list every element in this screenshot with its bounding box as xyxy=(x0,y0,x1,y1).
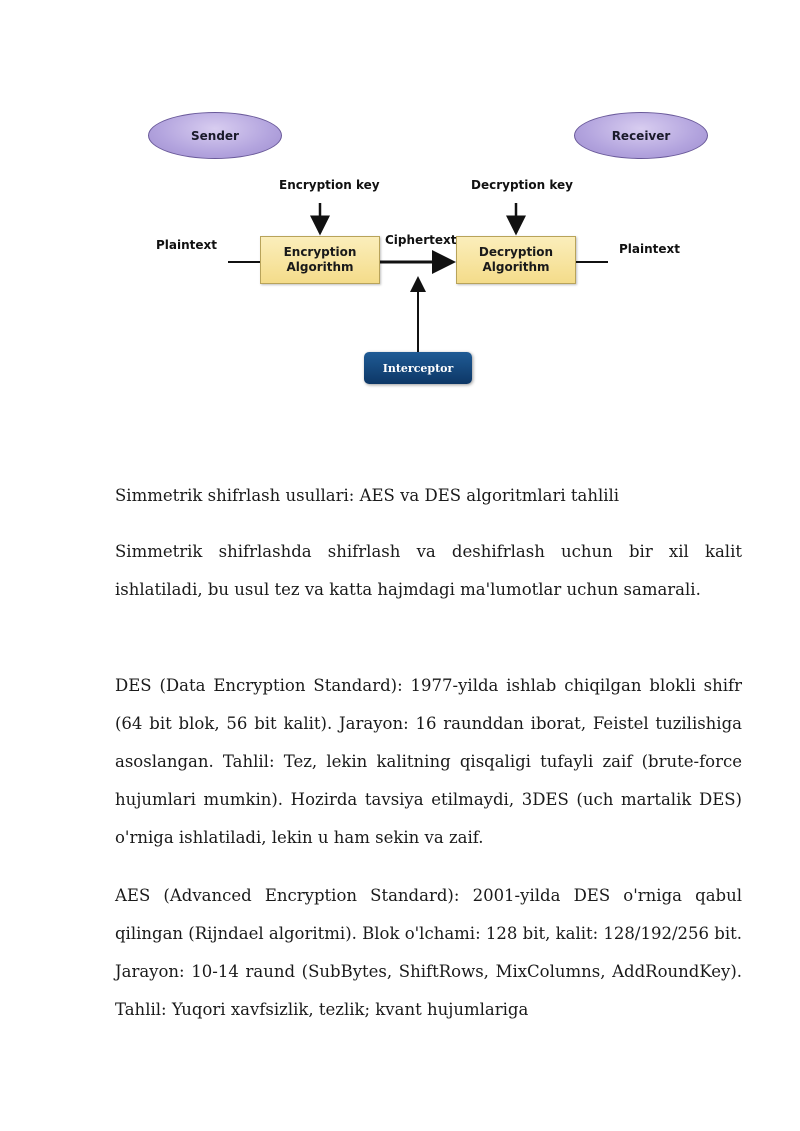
plaintext-output-label: Plaintext xyxy=(619,242,681,256)
paragraph-des: DES (Data Encryption Standard): 1977-yilda ishlab chiqilgan blokli shifr (64 bit blok, 56 bit kalit). Jarayon: 16 raunddan iborat, Feistel tuzilishiga asoslangan. Tahlil: Tez, lekin kalitning qisqaligi tufayli zaif (brute-force hujumlari mumkin). Hozirda tavsiya etilmaydi, 3DES (uch martalik DES) o'rniga ishlatiladi, lekin u ham sekin va zaif. xyxy=(115,676,742,847)
paragraph-3-block xyxy=(115,877,742,1029)
decryption-key-label: Decryption key xyxy=(471,178,573,192)
paragraph-symmetric: Simmetrik shifrlashda shifrlash va deshifrlash uchun bir xil kalit ishlatiladi, bu usul tez va katta hajmdagi ma'lumotlar uchun samarali. xyxy=(115,542,742,599)
paragraph-1-block xyxy=(115,533,742,609)
encryption-algorithm-box: Encryption Algorithm xyxy=(260,236,380,284)
encryption-key-label: Encryption key xyxy=(279,178,380,192)
ciphertext-label: Ciphertext xyxy=(385,233,457,247)
plaintext-input-label: Plaintext xyxy=(156,238,218,252)
receiver-node: Receiver xyxy=(574,112,708,159)
section-heading: Simmetrik shifrlash usullari: AES va DES algoritmlari tahlili xyxy=(115,486,620,505)
paragraph-2-block xyxy=(115,667,742,857)
sender-node: Sender xyxy=(148,112,282,159)
encryption-diagram xyxy=(140,100,740,400)
paragraph-aes: AES (Advanced Encryption Standard): 2001-yilda DES o'rniga qabul qilingan (Rijndael algoritmi). Blok o'lchami: 128 bit, kalit: 128/192/256 bit. Jarayon: 10-14 raund (SubBytes, ShiftRows, MixColumns, AddRoundKey). Tahlil: Yuqori xavfsizlik, tezlik; kvant hujumlariga xyxy=(115,886,742,1019)
interceptor-node: Interceptor xyxy=(364,352,472,384)
decryption-algorithm-box: Decryption Algorithm xyxy=(456,236,576,284)
heading-block xyxy=(115,477,742,515)
